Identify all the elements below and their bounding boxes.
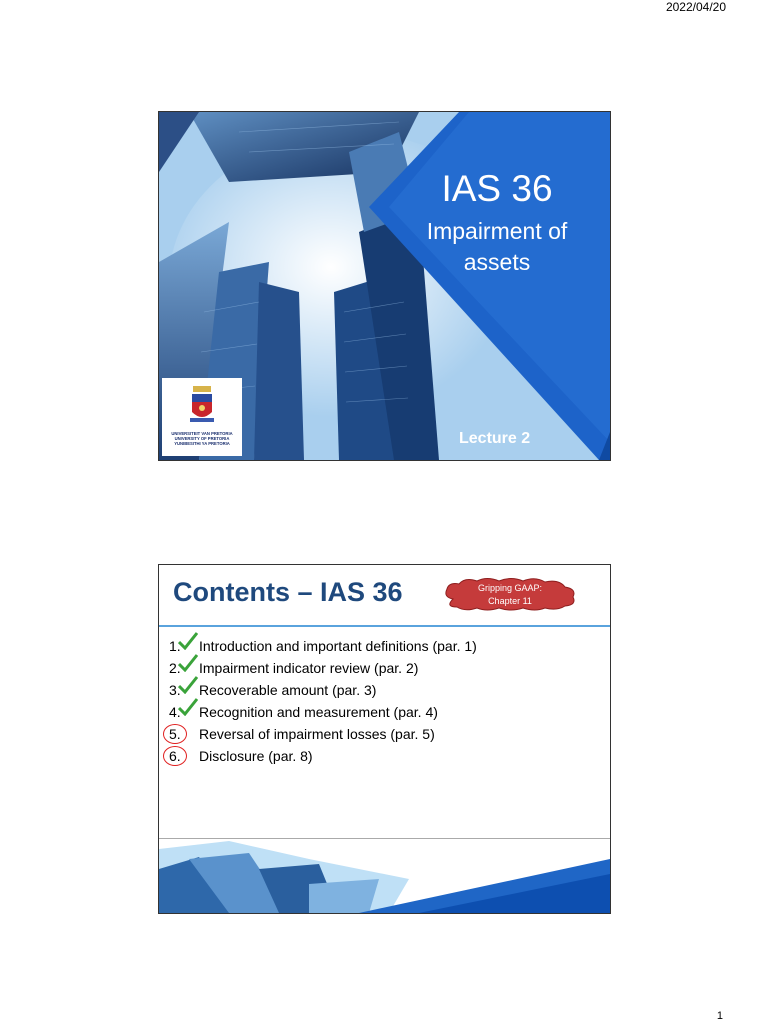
lecture-label: Lecture 2	[459, 430, 531, 447]
title-divider	[159, 625, 610, 627]
check-icon	[178, 632, 198, 650]
cloud-label: Gripping GAAP: Chapter 11	[477, 583, 543, 606]
list-item: 1. Introduction and important definitions (par. 1)	[169, 635, 477, 657]
footer-banner-image	[159, 839, 610, 913]
title-slide	[158, 111, 611, 461]
contents-title: Contents – IAS 36	[173, 577, 403, 607]
list-item: 2. Impairment indicator review (par. 2)	[169, 657, 418, 679]
logo-text: UNIVERSITEIT VAN PRETORIA UNIVERSITY OF PRETORIA YUNIBESITHI YA PRETORIA	[171, 431, 233, 446]
slide-title: IAS 36	[441, 168, 553, 209]
page-date: 2022/04/20	[665, 0, 726, 14]
circle-mark-icon	[163, 746, 187, 766]
contents-slide	[158, 564, 611, 914]
check-icon	[178, 698, 198, 716]
list-item: 4. Recognition and measurement (par. 4)	[169, 701, 438, 723]
crest-icon	[162, 378, 242, 430]
circle-mark-icon	[163, 724, 187, 744]
list-item: 5. Reversal of impairment losses (par. 5)	[169, 723, 435, 745]
university-logo	[162, 378, 242, 456]
check-icon	[178, 676, 198, 694]
page-number: 1	[716, 1010, 723, 1022]
check-icon	[178, 654, 198, 672]
slide-subtitle: Impairment of assets	[426, 218, 568, 275]
list-item: 6. Disclosure (par. 8)	[169, 745, 313, 767]
list-item: 3. Recoverable amount (par. 3)	[169, 679, 376, 701]
